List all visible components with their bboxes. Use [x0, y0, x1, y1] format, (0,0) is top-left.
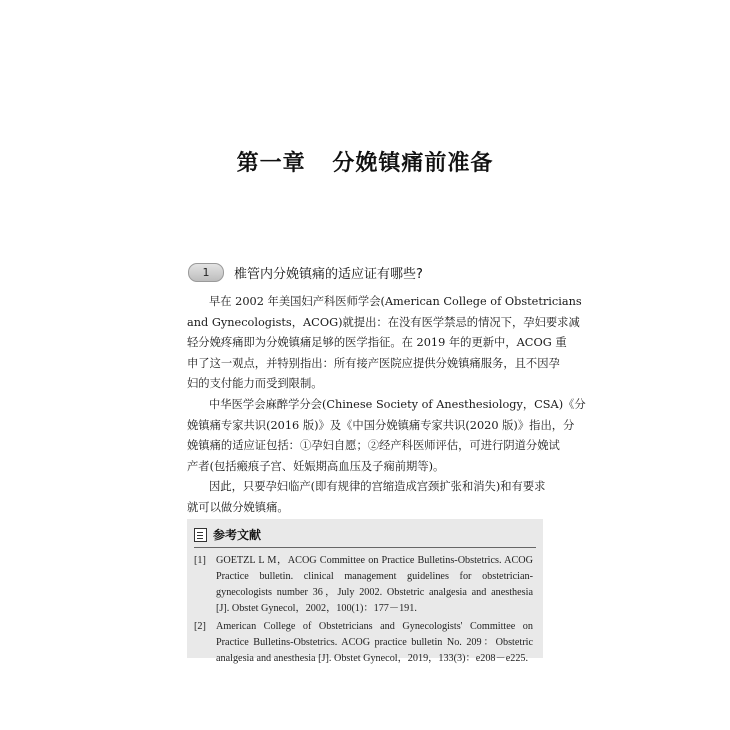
paragraph-3 — [187, 477, 546, 518]
paragraph-line: 因此，只要孕妇临产(即有规律的宫缩造成宫颈扩张和消失)和有要求 — [209, 480, 546, 493]
paragraph-line: 申了这一观点，并特别指出：所有接产医院应提供分娩镇痛服务，且不因孕 — [187, 356, 560, 370]
paragraph-line: 早在 2002 年美国妇产科医师学会(American College of Obstetricians — [209, 295, 582, 308]
paragraph-line: 娩镇痛专家共识(2016 版)》及《中国分娩镇痛专家共识(2020 版)》指出，分 — [187, 418, 575, 432]
reference-line: Practice Bulletins-Obstetrics. ACOG practice bulletin No. 209：Obstetric — [216, 637, 533, 648]
paragraph-line: 产者(包括瘢痕子宫、妊娠期高血压及子痫前期等)。 — [187, 459, 445, 473]
paragraph-line: 就可以做分娩镇痛。 — [187, 500, 289, 514]
references-list — [194, 553, 533, 669]
reference-line: analgesia and anesthesia [J]. Obstet Gynecol，2019，133(3)：e208－e225. — [216, 653, 529, 664]
chapter-name: 分娩镇痛前准备 — [332, 151, 494, 176]
references-header — [194, 526, 261, 543]
reference-line: [J]. Obstet Gynecol，2002，100(1)：177－191. — [216, 603, 417, 614]
reference-number: [2] — [194, 621, 206, 632]
paragraph-2 — [187, 395, 586, 477]
paragraph-line: and Gynecologists，ACOG)就提出：在没有医学禁忌的情况下，孕妇要求减 — [187, 315, 580, 329]
references-title: 参考文献 — [213, 528, 262, 542]
reference-line: GOETZL L M，ACOG Committee on Practice Bulletins-Obstetrics. ACOG — [216, 555, 533, 566]
references-divider — [194, 547, 536, 548]
paragraph-line: 轻分娩疼痛即为分娩镇痛足够的医学指征。在 2019 年的更新中，ACOG 重 — [187, 336, 567, 350]
paragraph-line: 娩镇痛的适应证包括：①孕妇自愿；②经产科医师评估，可进行阴道分娩试 — [187, 439, 560, 453]
reference-item — [194, 619, 533, 667]
question-number-badge: 1 — [188, 263, 224, 282]
question-heading — [188, 262, 423, 282]
reference-item — [194, 553, 533, 617]
paragraph-1 — [187, 292, 582, 395]
reference-line: American College of Obstetricians and Gynecologists' Committee on — [216, 621, 533, 632]
chapter-number: 第一章 — [236, 151, 306, 176]
book-icon — [194, 528, 207, 542]
reference-line: Practice bulletin. clinical management guidelines for obstetrician- — [216, 571, 533, 582]
references-box — [187, 519, 543, 664]
reference-number: [1] — [194, 555, 206, 566]
paragraph-line: 妇的支付能力而受到限制。 — [187, 377, 323, 391]
question-text: 椎管内分娩镇痛的适应证有哪些? — [234, 266, 423, 282]
paragraph-line: 中华医学会麻醉学分会(Chinese Society of Anesthesiology，CSA)《分 — [209, 398, 586, 411]
chapter-title — [0, 146, 730, 177]
reference-line: gynecologists number 36，July 2002. Obstetric analgesia and anesthesia — [216, 587, 533, 598]
